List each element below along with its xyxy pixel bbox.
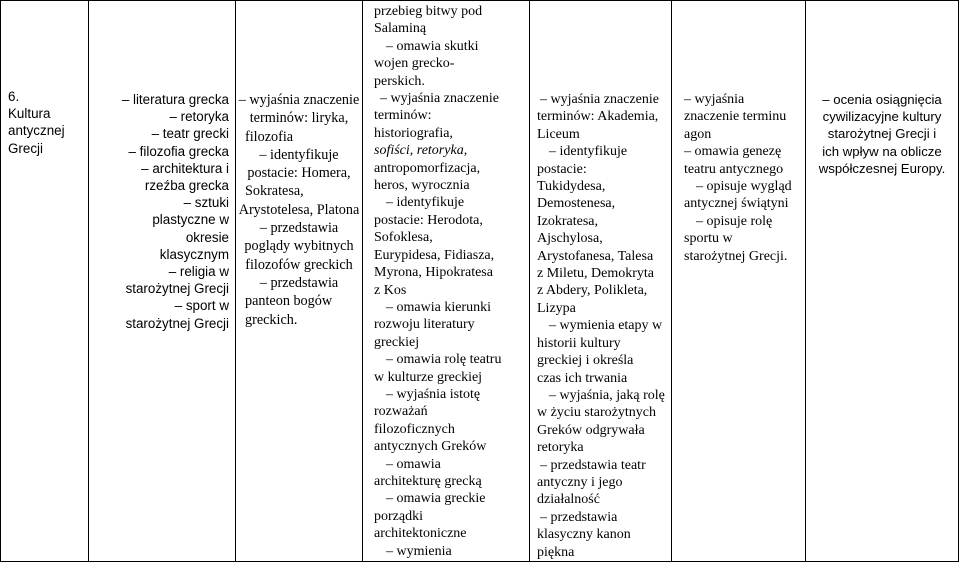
topic-line: – religia w — [168, 264, 229, 280]
table-top-border — [0, 0, 959, 1]
row-number-line: antycznej — [8, 123, 65, 139]
requirement-line: filozofów greckich — [245, 256, 353, 273]
requirement-line: – ocenia osiągnięcia — [822, 92, 942, 107]
row-number-cell — [8, 88, 84, 157]
requirement-line: – opisuje wygląd — [696, 179, 792, 195]
requirement-line: antropomorfizacja, — [374, 160, 481, 176]
requirement-line: – omawia rolę teatru — [386, 352, 502, 368]
requirement-line: z Abdery, Polikleta, — [537, 283, 648, 299]
requirement-line: Sofoklesa, — [374, 230, 433, 246]
requirement-line: działalność — [537, 492, 600, 508]
requirement-line: w kulturze greckiej — [374, 369, 483, 385]
requirement-line: Tukidydesa, — [537, 179, 606, 195]
requirement-line: Salaminą — [374, 21, 427, 37]
requirement-line: heros, wyrocznia — [374, 178, 470, 194]
requirement-line: – wyjaśnia — [684, 92, 745, 107]
requirement-line: rozważań — [374, 404, 428, 420]
row-number-line: Grecji — [8, 140, 43, 156]
requirement-line: greckiej — [374, 334, 420, 350]
requirement-line: terminów: Akademia, — [537, 109, 659, 125]
requirement-line: architekturę grecką — [374, 473, 482, 489]
row-number-line: Kultura — [8, 106, 51, 122]
column-divider-2 — [235, 0, 236, 562]
requirement-line: postacie: — [537, 161, 587, 177]
requirement-line: czas ich trwania — [537, 370, 628, 386]
requirement-line: z Miletu, Demokryta — [537, 266, 655, 282]
requirement-line: – wyjaśnia znaczenie — [238, 92, 360, 108]
requirement-line: historiografia, — [374, 125, 453, 141]
requirement-line: Liceum — [537, 126, 580, 142]
column-divider-6 — [805, 0, 806, 562]
requirement-line: – wyjaśnia, jaką rolę — [549, 387, 665, 403]
requirement-line: sofiści, retoryka, — [374, 143, 468, 159]
requirements-outstanding-cell — [808, 91, 956, 177]
requirement-line: Demostenesa, — [537, 196, 616, 212]
requirement-line: Sokratesa, — [245, 183, 304, 200]
requirement-line: historii kultury — [537, 335, 621, 351]
column-divider-1 — [88, 0, 89, 562]
requirements-excellent-cell — [684, 91, 802, 265]
topic-line: – sport w — [174, 298, 229, 314]
requirements-basic-cell — [238, 91, 360, 329]
requirement-line: Arystofanesa, Talesa — [537, 248, 654, 264]
column-divider-4 — [529, 0, 530, 562]
requirement-line: – opisuje rolę — [696, 213, 773, 229]
requirement-line: – przedstawia — [259, 274, 339, 291]
requirement-line: piękna — [537, 544, 575, 560]
requirement-line: perskich. — [374, 73, 425, 89]
requirement-line: rozwoju literatury — [374, 317, 475, 333]
requirement-line: – identyfikuje — [386, 195, 465, 211]
requirement-line: antycznej świątyni — [684, 196, 789, 212]
topic-line: – teatr grecki — [151, 126, 229, 142]
requirement-line: agon — [684, 126, 712, 142]
topic-line: – sztuki — [183, 195, 229, 211]
requirement-line: – omawia kierunki — [386, 299, 491, 315]
requirement-line: starożytnej Grecji i — [827, 126, 937, 142]
requirement-line: poglądy wybitnych — [244, 238, 354, 255]
requirement-line: klasyczny kanon — [537, 527, 631, 543]
requirement-line: terminów: — [374, 108, 432, 124]
requirement-line: Izokratesa, — [537, 213, 599, 229]
requirement-line: – omawia genezę — [684, 144, 782, 160]
row-number-line: 6. — [8, 89, 20, 104]
requirement-line: filozofia — [245, 128, 294, 145]
requirements-advanced-cell — [537, 91, 668, 561]
requirement-line: Myrona, Hipokratesa — [374, 265, 493, 281]
requirement-line: Greków odgrywała — [537, 422, 645, 438]
requirement-line: – omawia greckie — [386, 491, 486, 507]
requirement-line: znaczenie terminu — [684, 109, 787, 125]
requirement-line: – identyfikuje — [549, 144, 628, 160]
requirement-line: teatru antycznego — [684, 161, 784, 177]
requirement-line: – omawia — [386, 456, 441, 472]
requirement-line: Arystotelesa, Platona — [238, 201, 360, 218]
topic-line: okresie — [185, 229, 229, 245]
requirement-line: postacie: Homera, — [247, 165, 351, 182]
topic-line: – retoryka — [169, 109, 229, 125]
topic-line: klasycznym — [159, 246, 229, 262]
requirement-line: antycznych Greków — [374, 439, 487, 455]
requirement-line: greckich. — [245, 311, 298, 328]
requirement-line: – wyjaśnia znaczenie — [540, 92, 659, 107]
requirement-line: w życiu starożytnych — [537, 405, 656, 421]
topic-line: – literatura grecka — [121, 92, 229, 107]
requirement-line: – omawia skutki — [386, 38, 479, 54]
requirement-line: z Kos — [374, 282, 407, 298]
topic-line: rzeźba grecka — [144, 178, 229, 194]
requirement-line: filozoficznych — [374, 421, 455, 437]
requirement-line: starożytnej Grecji. — [684, 248, 788, 264]
requirement-line: sportu w — [684, 231, 733, 247]
requirement-line: – przedstawia teatr — [540, 457, 646, 473]
requirement-line: porządki — [374, 508, 423, 524]
topic-line: – architektura i — [141, 160, 229, 176]
requirement-line: retoryka — [537, 440, 584, 456]
topic-line: starożytnej Grecji — [125, 315, 229, 331]
requirement-line: – wymienia etapy w — [549, 318, 663, 334]
requirement-line: przebieg bitwy pod — [374, 4, 483, 19]
column-divider-3 — [362, 0, 363, 562]
requirements-extended-cell — [374, 3, 526, 560]
requirement-line: wojen grecko- — [374, 56, 455, 72]
requirement-line: postacie: Herodota, — [374, 212, 483, 228]
topic-line: plastyczne w — [152, 212, 229, 228]
requirement-line: antyczny i jego — [537, 474, 623, 490]
topic-line: starożytnej Grecji — [125, 281, 229, 297]
requirement-line: – identyfikuje — [259, 146, 339, 163]
requirement-line: architektoniczne — [374, 526, 467, 542]
requirement-line: – wymienia — [386, 543, 452, 559]
requirement-line: Lizypa — [537, 300, 576, 316]
requirement-line: – przedstawia — [540, 509, 618, 525]
requirement-line: Eurypidesa, Fidiasza, — [374, 247, 495, 263]
topics-cell — [92, 91, 229, 332]
requirement-line: greckiej i określa — [537, 353, 634, 369]
requirement-line: ich wpływ na oblicze — [822, 143, 942, 159]
requirement-line: współczesnej Europy. — [818, 160, 946, 176]
requirement-line: – wyjaśnia znaczenie — [380, 91, 499, 107]
requirement-line: cywilizacyjne kultury — [822, 109, 942, 125]
requirement-line: – przedstawia — [259, 220, 339, 237]
requirement-line: Ajschylosa, — [537, 231, 603, 247]
requirement-line: panteon bogów — [245, 293, 333, 310]
requirement-line: terminów: liryka, — [249, 110, 349, 127]
topic-line: – filozofia grecka — [128, 143, 229, 159]
requirement-line: – wyjaśnia istotę — [386, 386, 481, 402]
column-divider-5 — [671, 0, 672, 562]
table-left-border — [0, 0, 1, 562]
